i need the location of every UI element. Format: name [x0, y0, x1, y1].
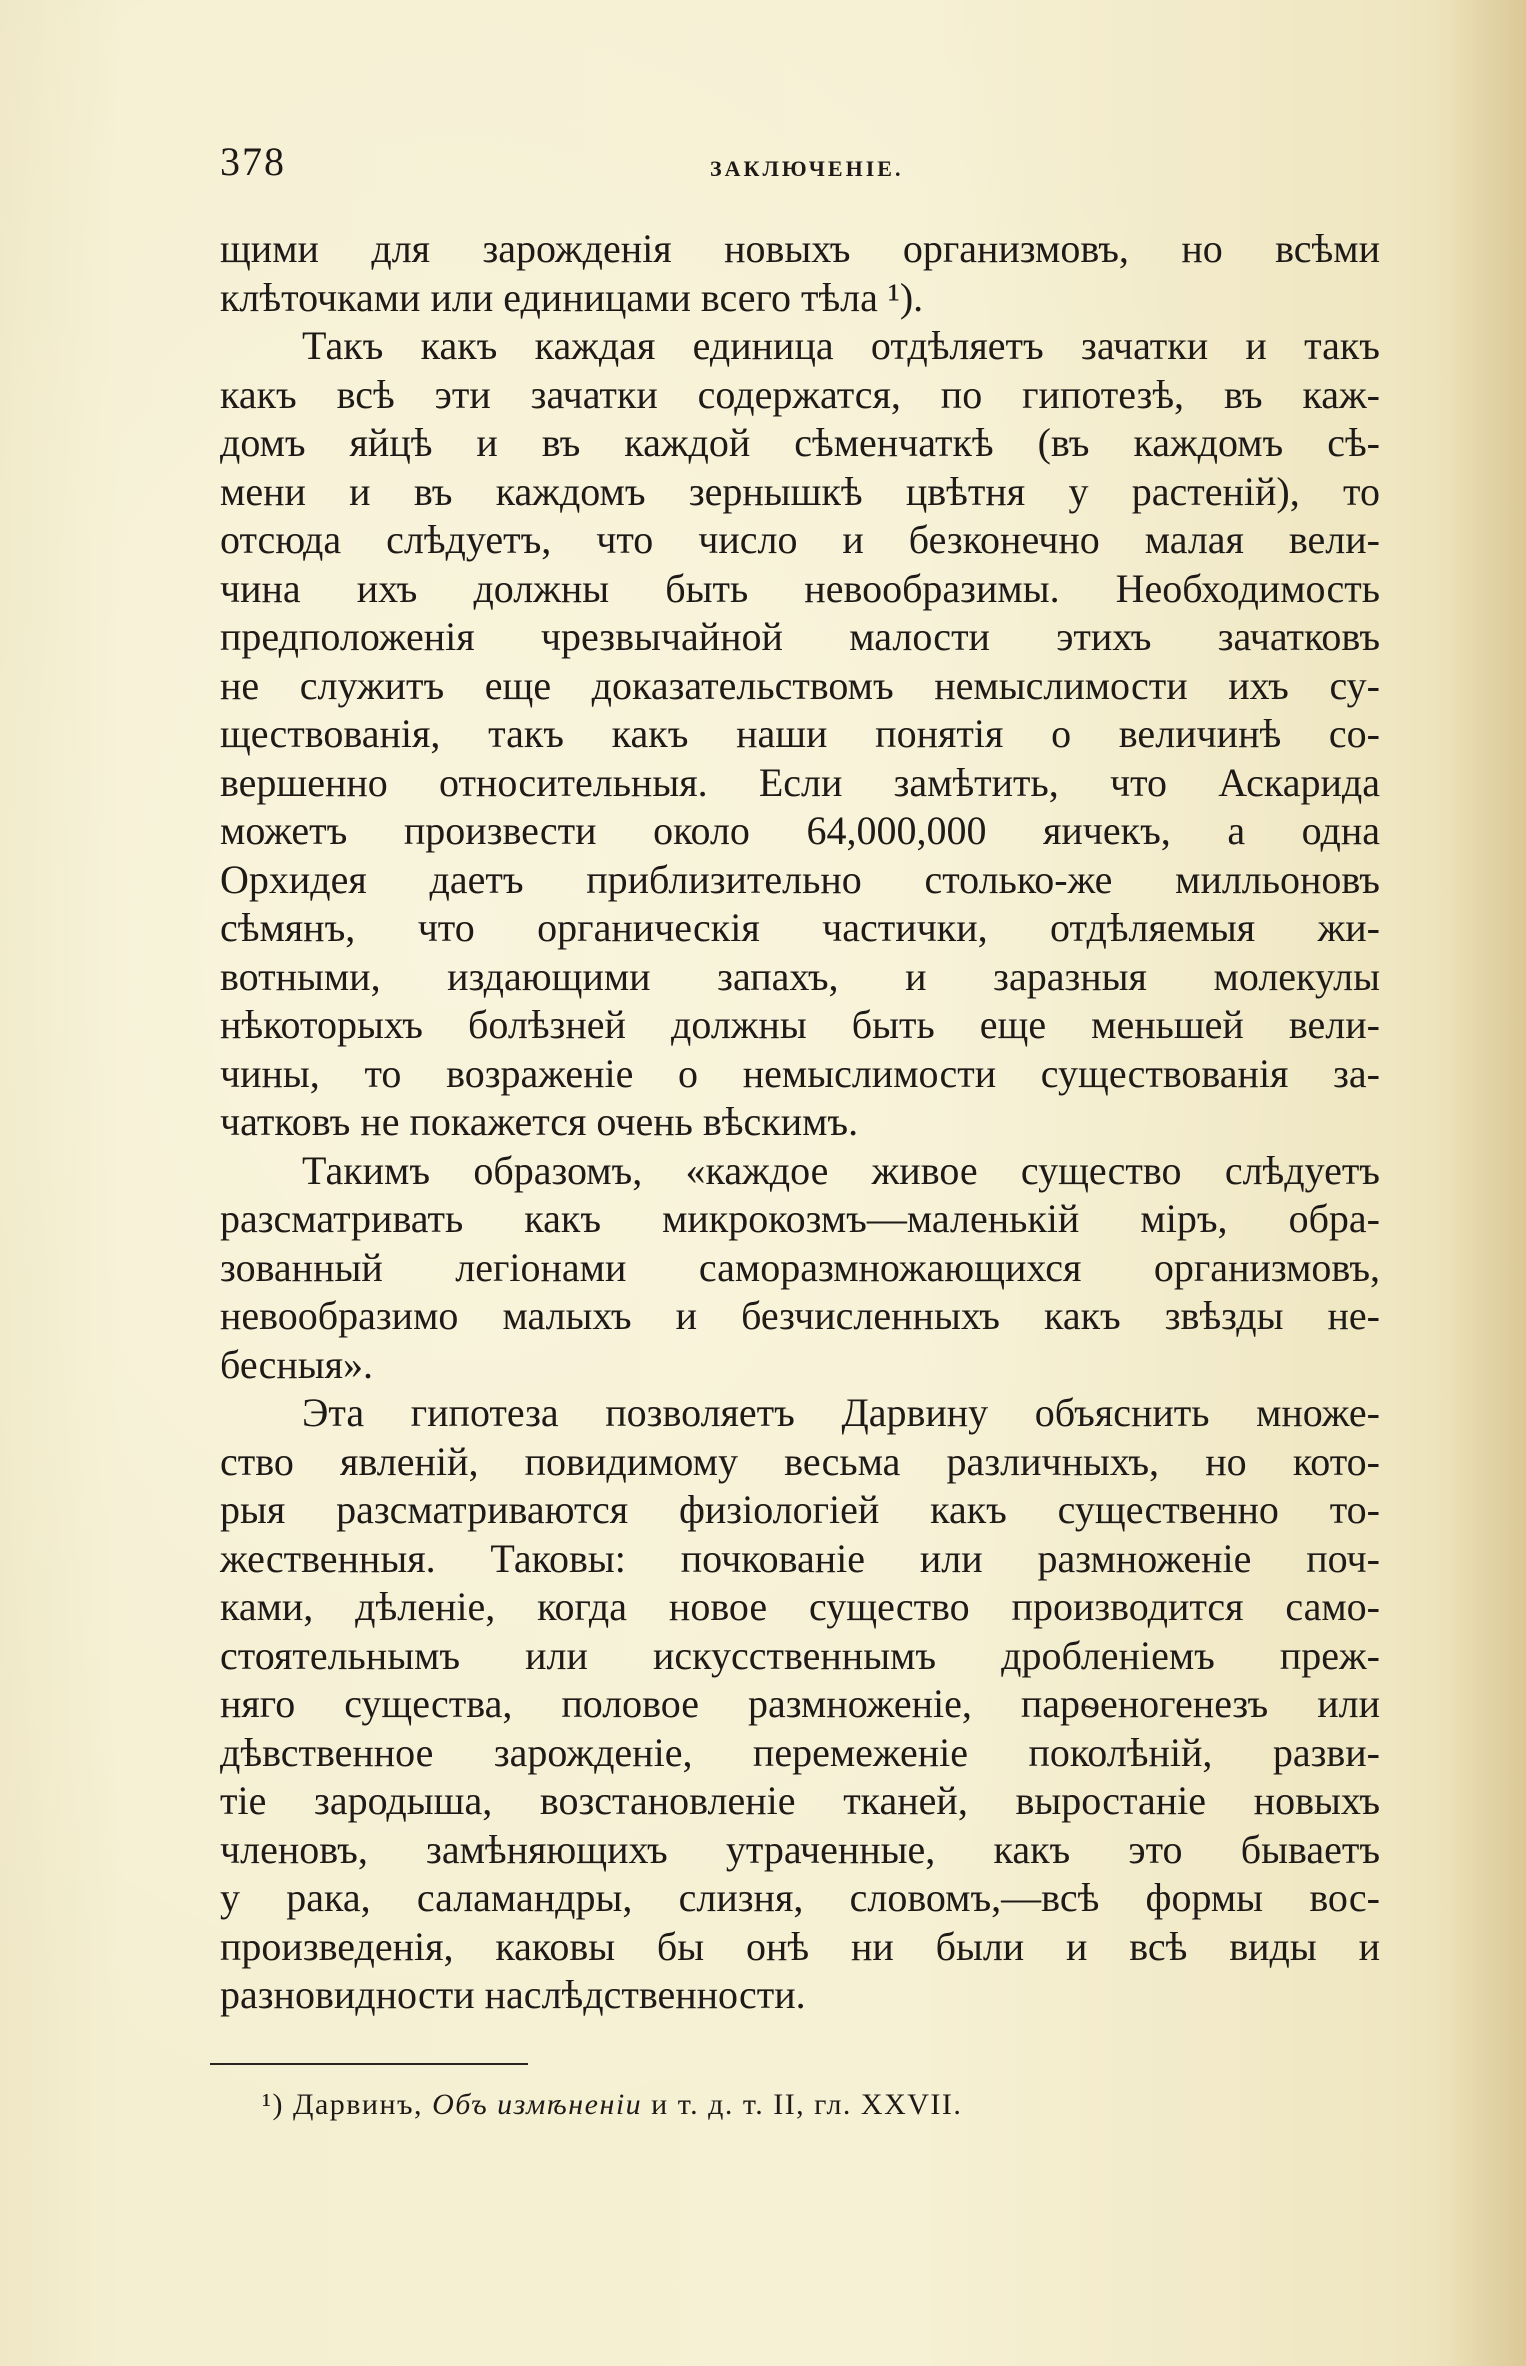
text-line: произведенія, каковы бы онѣ ни были и всѣ виды и [220, 1923, 1380, 1969]
text-line: можетъ произвести около 64,000,000 яичекъ, а одна [220, 808, 1380, 853]
text-line: ществованія, такъ какъ наши понятія о величинѣ со- [220, 711, 1380, 756]
text-line: бесныя». [220, 1341, 374, 1387]
text-line: невообразимо малыхъ и безчисленныхъ какъ звѣзды не- [220, 1293, 1380, 1338]
text-line: мени и въ каждомъ зернышкѣ цвѣтня у растеній), то [220, 468, 1380, 514]
text-line: жественныя. Таковы: почкованіе или размноженіе поч- [220, 1535, 1380, 1581]
text-line: членовъ, замѣняющихъ утраченные, какъ это бываетъ [220, 1826, 1380, 1872]
text-line: нѣкоторыхъ болѣзней должны быть еще меньшей вели- [220, 1002, 1380, 1047]
paragraph-start-line: Эта гипотеза позволяетъ Дарвину объяснить множе- [302, 1390, 1380, 1435]
text-line: чина ихъ должны быть невообразимы. Необходимость [220, 565, 1380, 611]
text-line: предположенія чрезвычайной малости этихъ зачатковъ [220, 614, 1380, 659]
footnote-author: Дарвинъ, [292, 2088, 424, 2121]
body-text [220, 225, 1380, 2020]
footnote-marker: ¹) [262, 2088, 284, 2121]
text-line: стоятельнымъ или искусственнымъ дробленіемъ преж- [220, 1632, 1380, 1678]
running-title: ЗАКЛЮЧЕНІЕ. [710, 156, 904, 181]
text-line: какъ всѣ эти зачатки содержатся, по гипотезѣ, въ каж- [220, 371, 1380, 417]
footnote [262, 2088, 962, 2122]
text-line: чатковъ не покажется очень вѣскимъ. [220, 1099, 859, 1144]
text-line: не служитъ еще доказательствомъ немыслимости ихъ су- [220, 662, 1380, 708]
text-line: клѣточками или единицами всего тѣла ¹). [220, 274, 924, 320]
text-line: чины, то возраженіе о немыслимости существованія за- [220, 1050, 1380, 1096]
text-line: разсматривать какъ микрокозмъ—маленькій міръ, обра- [220, 1196, 1380, 1241]
text-line: рыя разсматриваются физіологіей какъ существенно то- [220, 1487, 1380, 1532]
text-line: у рака, саламандры, слизня, словомъ,—всѣ формы вос- [220, 1875, 1380, 1920]
page-header [220, 138, 1380, 198]
paragraph-start-line: Такимъ образомъ, «каждое живое существо слѣдуетъ [302, 1147, 1380, 1193]
footnote-title: Объ измѣненіи [432, 2088, 643, 2121]
page-edge-shadow [1446, 0, 1526, 2366]
text-line: вотными, издающими запахъ, и заразныя молекулы [220, 953, 1380, 999]
text-line: домъ яйцѣ и въ каждой сѣменчаткѣ (въ каждомъ сѣ- [220, 420, 1380, 465]
text-line: щими для зарожденія новыхъ организмовъ, но всѣми [220, 226, 1380, 271]
footnote-reference: и т. д. т. II, гл. XXVII. [651, 2088, 963, 2121]
text-line: ками, дѣленіе, когда новое существо производится само- [220, 1584, 1380, 1629]
text-line: тіе зародыша, возстановленіе тканей, выростаніе новыхъ [220, 1778, 1380, 1823]
paragraph-start-line: Такъ какъ каждая единица отдѣляетъ зачатки и такъ [302, 323, 1380, 368]
text-line: дѣвственное зарожденіе, перемеженіе поколѣній, разви- [220, 1729, 1380, 1775]
text-line: Орхидея даетъ приблизительно столько-же милльоновъ [220, 856, 1380, 902]
page-number: 378 [220, 139, 286, 184]
text-line: зованный легіонами саморазмножающихся организмовъ, [220, 1244, 1380, 1290]
footnote-divider [210, 2063, 528, 2065]
text-line: няго существа, половое размноженіе, парѳеногенезъ или [220, 1681, 1380, 1726]
text-line: отсюда слѣдуетъ, что число и безконечно малая вели- [220, 517, 1380, 562]
text-line: разновидности наслѣдственности. [220, 1972, 806, 2017]
text-line: вершенно относительныя. Если замѣтить, что Аскарида [220, 759, 1380, 805]
text-line: сѣмянъ, что органическія частички, отдѣляемыя жи- [220, 905, 1380, 950]
text-line: ство явленій, повидимому весьма различныхъ, но кото- [220, 1438, 1380, 1484]
